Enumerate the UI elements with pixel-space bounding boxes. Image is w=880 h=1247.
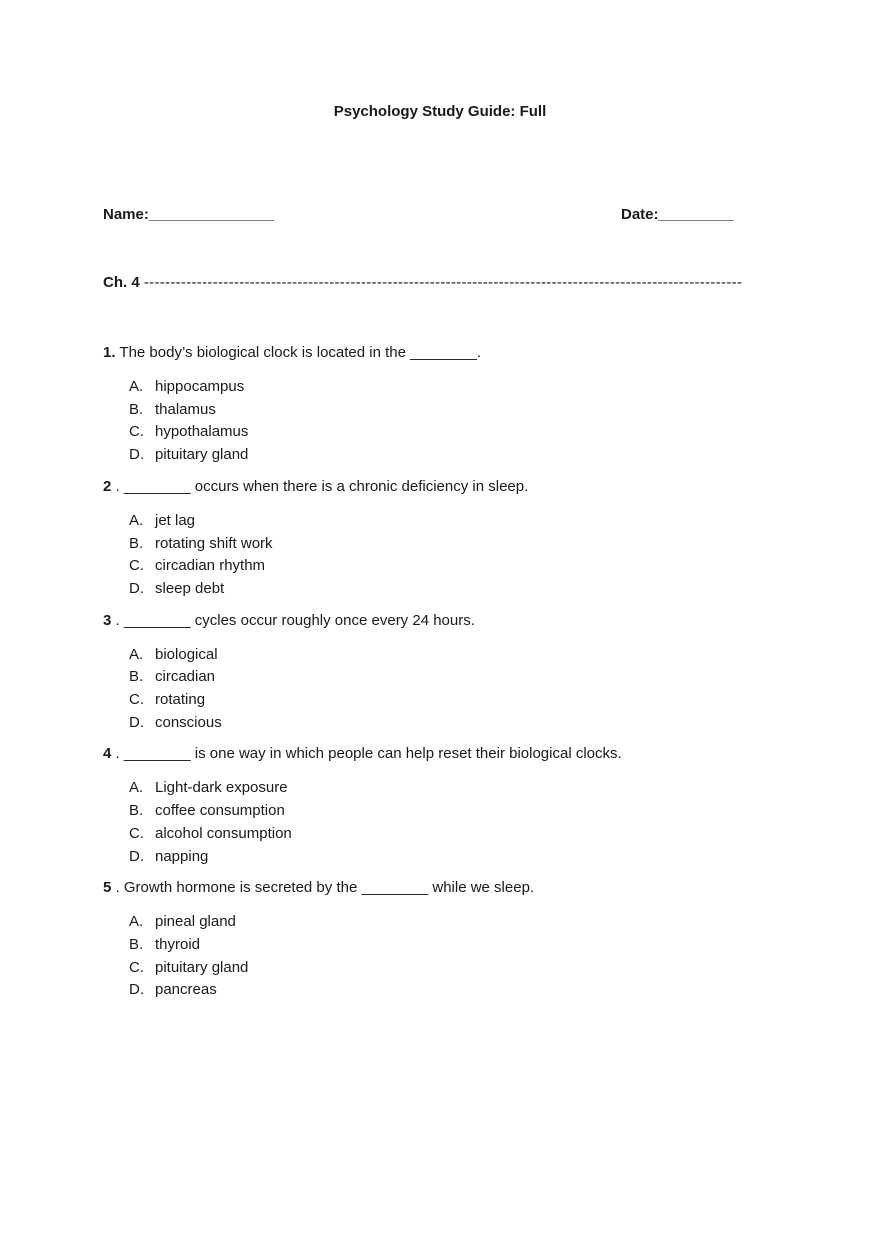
page-title: Psychology Study Guide: Full: [333, 103, 547, 120]
option-text: sleep debt: [155, 579, 225, 597]
chapter-divider: -----------------------------------------------------------------------------------------------------------------: [143, 274, 743, 291]
option-text: pituitary gland: [155, 958, 249, 976]
option-text: conscious: [155, 713, 222, 731]
option-b: [129, 800, 783, 823]
question-number: 3: [103, 611, 112, 629]
question-number: 1.: [103, 344, 116, 361]
option-letter: C.: [129, 958, 144, 976]
question-text: [103, 611, 783, 631]
option-text: hippocampus: [155, 378, 245, 395]
option-text: rotating: [155, 691, 206, 709]
option-d: [129, 578, 783, 601]
option-text: jet lag: [155, 511, 196, 529]
option-text: pineal gland: [155, 913, 236, 931]
option-text: pancreas: [155, 981, 217, 999]
option-c: [129, 689, 783, 712]
option-b: [129, 533, 783, 556]
option-list: [103, 510, 783, 601]
option-a: [129, 777, 783, 800]
question-prompt: The body’s biological clock is located in the ________.: [119, 344, 482, 361]
option-c: [129, 823, 783, 846]
option-letter: B.: [129, 802, 144, 820]
option-letter: C.: [129, 423, 144, 441]
option-letter: A.: [129, 913, 144, 931]
option-a: [129, 510, 783, 533]
option-text: coffee consumption: [155, 802, 285, 820]
option-a: [129, 911, 783, 934]
option-letter: D.: [129, 579, 144, 597]
question-list: [103, 343, 783, 1012]
date-field-label: Date:_________: [621, 206, 734, 223]
option-c: [129, 421, 783, 444]
option-text: circadian rhythm: [155, 557, 266, 575]
option-list: [103, 777, 783, 868]
option-letter: D.: [129, 446, 144, 464]
question-prompt: . ________ cycles occur roughly once every 24 hours.: [115, 611, 475, 629]
question-text: [103, 744, 783, 764]
question-2: [103, 477, 783, 601]
question-number: 5: [103, 879, 112, 897]
option-text: thyroid: [155, 935, 201, 953]
option-c: [129, 555, 783, 578]
option-d: [129, 712, 783, 735]
option-letter: A.: [129, 378, 144, 395]
question-text: [103, 878, 783, 898]
option-letter: C.: [129, 557, 144, 575]
option-letter: D.: [129, 713, 144, 731]
option-text: biological: [155, 645, 218, 663]
chapter-heading: [103, 274, 775, 291]
option-letter: D.: [129, 981, 144, 999]
option-text: thalamus: [155, 400, 216, 418]
question-4: [103, 744, 783, 868]
option-letter: A.: [129, 645, 144, 663]
option-letter: B.: [129, 400, 144, 418]
question-number: 2: [103, 477, 112, 495]
option-list: [103, 911, 783, 1002]
question-5: [103, 878, 783, 1002]
question-prompt: . Growth hormone is secreted by the ________ while we sleep.: [115, 879, 535, 897]
option-letter: A.: [129, 511, 144, 529]
option-b: [129, 666, 783, 689]
option-letter: B.: [129, 935, 144, 953]
option-text: Light-dark exposure: [155, 779, 288, 797]
option-letter: B.: [129, 668, 144, 686]
option-letter: C.: [129, 691, 144, 709]
option-letter: B.: [129, 534, 144, 552]
option-text: circadian: [155, 668, 216, 686]
option-a: [129, 644, 783, 667]
question-prompt: . ________ is one way in which people can help reset their biological clocks.: [115, 745, 622, 763]
question-text: [103, 477, 783, 497]
option-b: [129, 399, 783, 422]
option-text: napping: [155, 847, 209, 865]
option-letter: D.: [129, 847, 144, 865]
option-c: [129, 957, 783, 980]
option-b: [129, 934, 783, 957]
question-1: [103, 343, 783, 467]
option-text: alcohol consumption: [155, 824, 292, 842]
question-text: [103, 343, 783, 363]
question-3: [103, 611, 783, 735]
option-d: [129, 444, 783, 467]
chapter-label: Ch. 4: [103, 274, 140, 291]
option-letter: A.: [129, 779, 144, 797]
option-d: [129, 846, 783, 869]
option-a: [129, 376, 783, 399]
question-number: 4: [103, 745, 112, 763]
option-text: pituitary gland: [155, 446, 249, 464]
option-letter: C.: [129, 824, 144, 842]
option-text: hypothalamus: [155, 423, 249, 441]
option-list: [103, 644, 783, 735]
question-prompt: . ________ occurs when there is a chronic deficiency in sleep.: [115, 477, 529, 495]
option-text: rotating shift work: [155, 534, 273, 552]
option-list: [103, 376, 783, 467]
name-field-label: Name:_______________: [103, 206, 274, 223]
option-d: [129, 979, 783, 1002]
